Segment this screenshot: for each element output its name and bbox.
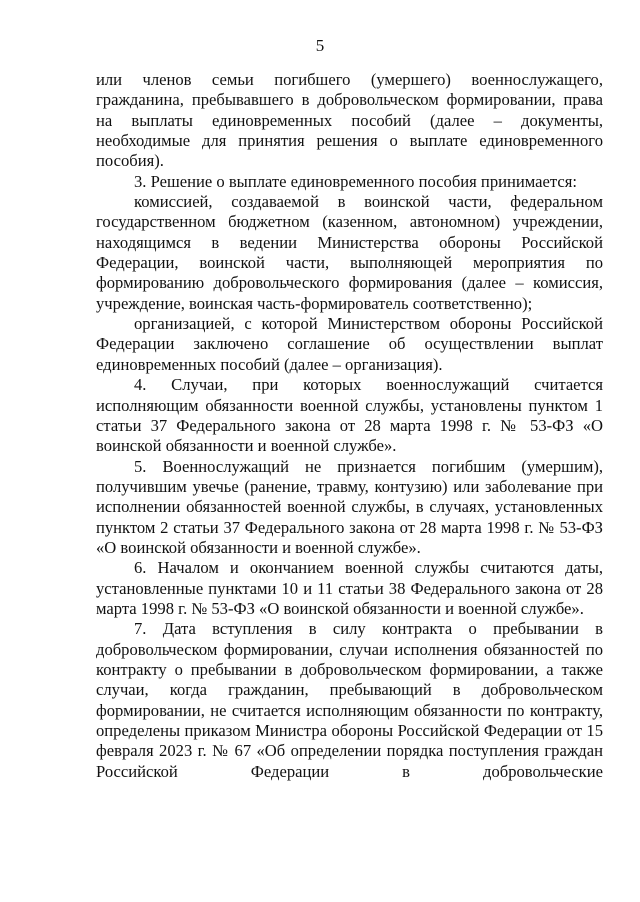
- paragraph-4: 4. Случаи, при которых военнослужащий считается исполняющим обязанности военной службы, установлены пунктом 1 статьи 37 Федерального закона от 28 марта 1998 г. № 53-ФЗ «О воинской обязанности и военной службе».: [96, 375, 603, 456]
- page-number: 5: [315, 36, 325, 55]
- document-body: [96, 70, 603, 782]
- paragraph-5: 5. Военнослужащий не признается погибшим (умершим), получившим увечье (ранение, травму, контузию) или заболевание при исполнении обязанностей военной службы, в случаях, установленных пунктом 2 статьи 37 Федерального закона от 28 марта 1998 г. № 53-ФЗ «О воинской обязанности и военной службе».: [96, 456, 603, 557]
- paragraph-3-commission: комиссией, создаваемой в воинской части, федеральном государственном бюджетном (казенном, автономном) учреждении, находящимся в ведении Министерства обороны Российской Федерации, воинской части, выполняющей мероприятия по формированию добровольческого формирования (далее – комиссия, учреждение, воинская часть-формирователь соответственно);: [96, 192, 603, 313]
- paragraph-3-heading: 3. Решение о выплате единовременного пособия принимается:: [134, 171, 577, 191]
- paragraph-6: 6. Началом и окончанием военной службы считаются даты, установленные пунктами 10 и 11 статьи 38 Федерального закона от 28 марта 1998 г. № 53-ФЗ «О воинской обязанности и военной службе».: [96, 558, 603, 618]
- paragraph-continuation: или членов семьи погибшего (умершего) военнослужащего, гражданина, пребывавшего в добровольческом формировании, права на выплаты единовременных пособий (далее – документы, необходимые для принятия решения о выплате единовременного пособия).: [96, 70, 603, 171]
- paragraph-3-organization: организацией, с которой Министерством обороны Российской Федерации заключено соглашение об осуществлении выплат единовременных пособий (далее – организация).: [96, 314, 603, 374]
- paragraph-7: 7. Дата вступления в силу контракта о пребывании в добровольческом формировании, случаи исполнения обязанностей по контракту о пребывании в добровольческом формировании, а также случаи, когда гражданин, пребывающий в добровольческом формировании, не считается исполняющим обязанности по контракту, определены приказом Министра обороны Российской Федерации от 15 февраля 2023 г. № 67 «Об определении порядка поступления граждан Российской Федерации в добровольческие: [96, 619, 603, 781]
